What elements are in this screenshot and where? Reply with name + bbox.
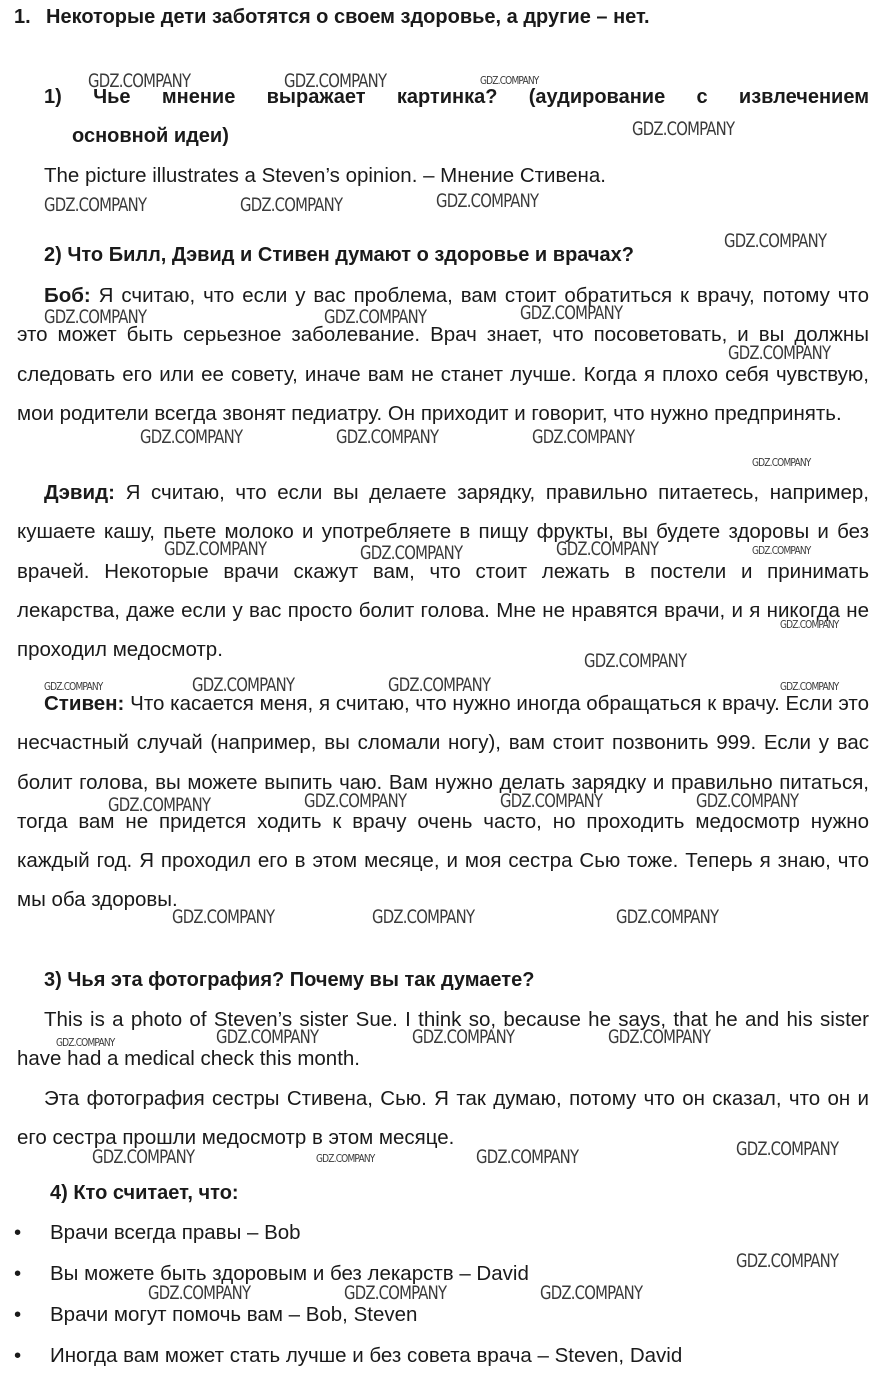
watermark: GDZ.COMPANY <box>164 538 267 560</box>
watermark: GDZ.COMPANY <box>632 118 735 140</box>
watermark: GDZ.COMPANY <box>172 906 275 928</box>
watermark: GDZ.COMPANY <box>728 342 831 364</box>
q3-answer-ru: Эта фотография сестры Стивена, Сью. Я так думаю, потому что он сказал, что он и его сестра прошли медосмотр в этом месяце. <box>17 1087 869 1150</box>
watermark: GDZ.COMPANY <box>284 70 387 92</box>
watermark: GDZ.COMPANY <box>360 542 463 564</box>
watermark: GDZ.COMPANY <box>240 194 343 216</box>
watermark: GDZ.COMPANY <box>780 680 839 693</box>
watermark: GDZ.COMPANY <box>780 618 839 631</box>
list-item: • Врачи всегда правы – Bob <box>14 1221 301 1244</box>
watermark: GDZ.COMPANY <box>44 306 147 328</box>
david-name: Дэвид: <box>44 481 115 504</box>
watermark: GDZ.COMPANY <box>436 190 539 212</box>
watermark: GDZ.COMPANY <box>140 426 243 448</box>
watermark: GDZ.COMPANY <box>476 1146 579 1168</box>
david-text: Я считаю, что если вы делаете зарядку, правильно питаетесь, например, кушаете кашу, пьете молоко и употребляете в пищу фрукты, вы будете здоровы и без врачей. Некоторые врачи скажут вам, что стоит лежать в постели и принимать лекарства, даже если у вас просто болит голова. Мне не нравятся врачи, и я никогда не проходил медосмотр. <box>17 481 869 662</box>
watermark: GDZ.COMPANY <box>44 194 147 216</box>
list-item: • Вы можете быть здоровым и без лекарств – David <box>14 1262 529 1285</box>
watermark: GDZ.COMPANY <box>584 650 687 672</box>
watermark: GDZ.COMPANY <box>520 302 623 324</box>
bob-text: Я считаю, что если у вас проблема, вам стоит обратиться к врачу, потому что это может быть серьезное заболевание. Врач знает, что посоветовать, и вы должны следовать его или ее совету, иначе вам не станет лучше. Когда я плохо себя чувствую, мои родители всегда звонят педиатру. Он приходит и говорит, что нужно предпринять. <box>17 284 869 425</box>
watermark: GDZ.COMPANY <box>412 1026 515 1048</box>
list-item: • Врачи могут помочь вам – Bob, Steven <box>14 1303 418 1326</box>
watermark: GDZ.COMPANY <box>388 674 491 696</box>
watermark: GDZ.COMPANY <box>148 1282 251 1304</box>
watermark: GDZ.COMPANY <box>736 1138 839 1160</box>
watermark: GDZ.COMPANY <box>532 426 635 448</box>
bullet-icon: • <box>14 1303 22 1326</box>
watermark: GDZ.COMPANY <box>696 790 799 812</box>
watermark: GDZ.COMPANY <box>316 1152 375 1165</box>
watermark: GDZ.COMPANY <box>500 790 603 812</box>
watermark: GDZ.COMPANY <box>108 794 211 816</box>
watermark: GDZ.COMPANY <box>372 906 475 928</box>
list-item: • Иногда вам может стать лучше и без совета врача – Steven, David <box>14 1344 683 1367</box>
exercise-number: 1. <box>14 6 31 28</box>
watermark: GDZ.COMPANY <box>480 74 539 87</box>
watermark: GDZ.COMPANY <box>616 906 719 928</box>
watermark: GDZ.COMPANY <box>752 544 811 557</box>
watermark: GDZ.COMPANY <box>304 790 407 812</box>
q1-heading-line2: основной идеи) <box>72 125 229 147</box>
watermark: GDZ.COMPANY <box>56 1036 115 1049</box>
steven-text: Что касается меня, я считаю, что нужно иногда обращаться к врачу. Если это несчастный случай (например, вы сломали ногу), вам стоит позвонить 999. Если у вас болит голова, вы можете выпить чаю. Вам нужно делать зарядку и правильно питаться, тогда вам не придется ходить к врачу очень часто, но проходить медосмотр нужно каждый год. Я проходил его в этом месяце, и моя сестра Сью тоже. Теперь я знаю, что мы оба здоровы. <box>17 692 869 912</box>
watermark: GDZ.COMPANY <box>336 426 439 448</box>
watermark: GDZ.COMPANY <box>736 1250 839 1272</box>
watermark: GDZ.COMPANY <box>344 1282 447 1304</box>
exercise-title <box>14 6 650 29</box>
bullet-icon: • <box>14 1262 22 1285</box>
q2-heading: 2) Что Билл, Дэвид и Стивен думают о здоровье и врачах? <box>44 244 634 266</box>
exercise-title-text: Некоторые дети заботятся о своем здоровье, а другие – нет. <box>46 6 650 28</box>
watermark: GDZ.COMPANY <box>44 680 103 693</box>
q3-answer-en: This is a photo of Steven’s sister Sue. I think so, because he says, that he and his sister have had a medical check this month. <box>17 1008 869 1071</box>
watermark: GDZ.COMPANY <box>556 538 659 560</box>
watermark: GDZ.COMPANY <box>324 306 427 328</box>
watermark: GDZ.COMPANY <box>92 1146 195 1168</box>
watermark: GDZ.COMPANY <box>88 70 191 92</box>
q1-answer: The picture illustrates a Steven’s opinion. – Мнение Стивена. <box>44 164 606 187</box>
david-paragraph <box>17 473 869 669</box>
watermark: GDZ.COMPANY <box>752 456 811 469</box>
bob-name: Боб: <box>44 284 91 307</box>
bullet-icon: • <box>14 1344 22 1367</box>
watermark: GDZ.COMPANY <box>724 230 827 252</box>
steven-name: Стивен: <box>44 692 125 715</box>
q3-heading: 3) Чья эта фотография? Почему вы так думаете? <box>44 969 535 991</box>
watermark: GDZ.COMPANY <box>216 1026 319 1048</box>
q1-heading-line1: 1) Чье мнение выражает картинка? (аудирование с извлечением <box>44 86 869 108</box>
watermark: GDZ.COMPANY <box>540 1282 643 1304</box>
bullet-icon: • <box>14 1221 22 1244</box>
watermark: GDZ.COMPANY <box>608 1026 711 1048</box>
q4-heading: 4) Кто считает, что: <box>50 1182 239 1204</box>
watermark: GDZ.COMPANY <box>192 674 295 696</box>
